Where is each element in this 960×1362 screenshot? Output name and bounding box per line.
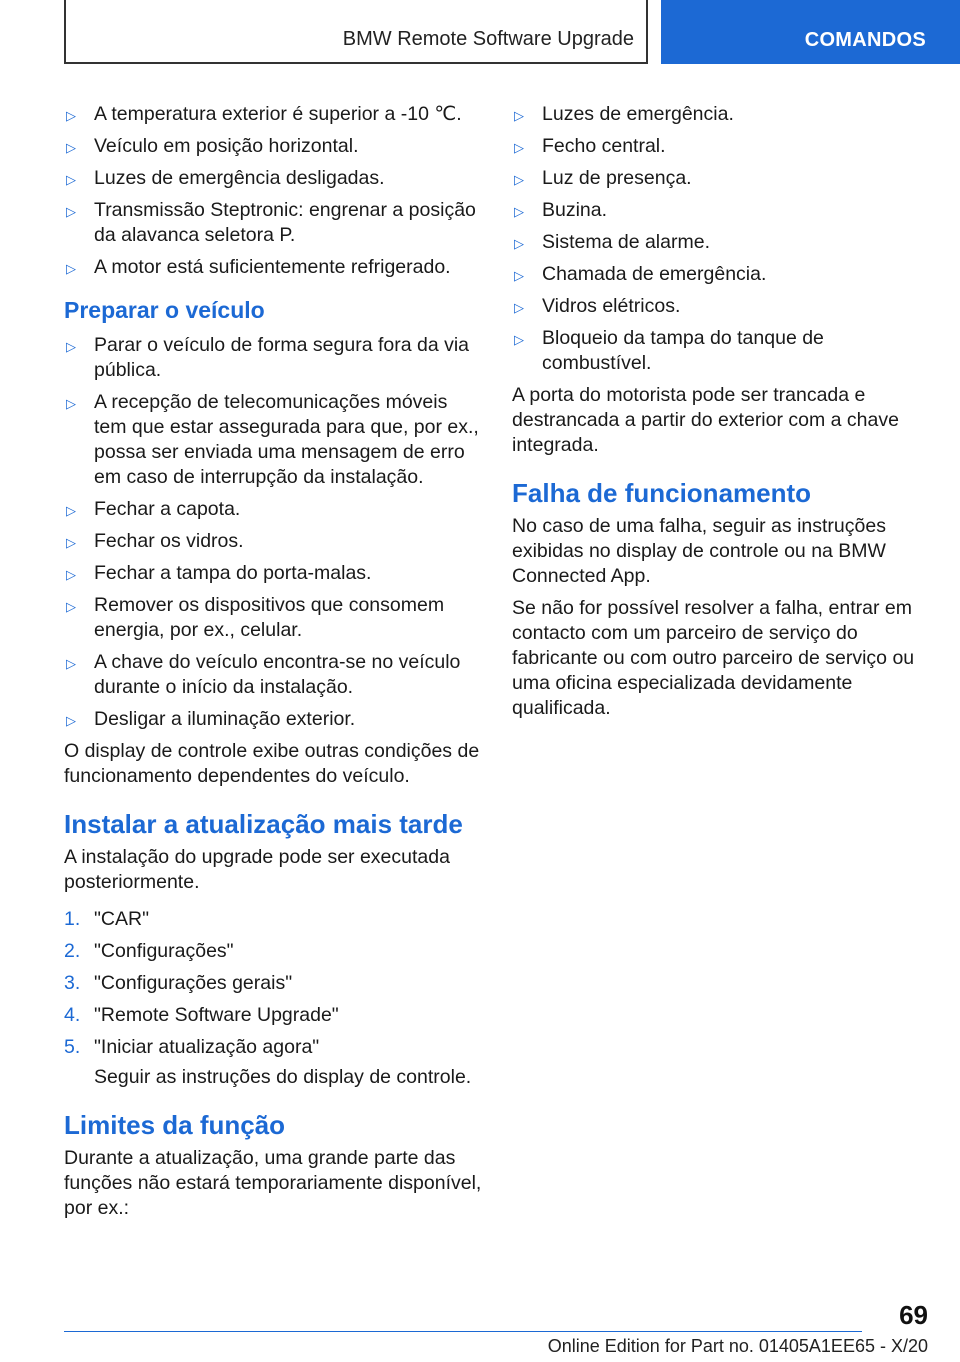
prepare-list <box>64 333 482 732</box>
page-number: 69 <box>899 1300 928 1330</box>
triangle-right-icon: ▷ <box>66 535 76 550</box>
section-heading-failure: Falha de funcionamento <box>512 478 812 508</box>
triangle-right-icon: ▷ <box>66 140 76 155</box>
later-intro: A instalação do upgrade pode ser executada posteriormente. <box>64 846 450 893</box>
triangle-right-icon: ▷ <box>66 713 76 728</box>
limits-text: Durante a atualização, uma grande parte das funções não estará temporariamente disponível, por ex.: <box>64 1147 482 1219</box>
list-item: ▷ Fechar os vidros. <box>64 529 482 554</box>
triangle-right-icon: ▷ <box>514 268 524 283</box>
list-item: ▷ Fechar a tampa do porta-malas. <box>64 561 482 586</box>
list-item: ▷ Veículo em posição horizontal. <box>64 134 482 159</box>
triangle-right-icon: ▷ <box>66 108 76 123</box>
triangle-right-icon: ▷ <box>66 261 76 276</box>
triangle-right-icon: ▷ <box>66 599 76 614</box>
triangle-right-icon: ▷ <box>514 172 524 187</box>
triangle-right-icon: ▷ <box>514 236 524 251</box>
list-item: ▷ Desligar a iluminação exterior. <box>64 707 482 732</box>
later-steps <box>64 907 482 1060</box>
footer-edition: Online Edition for Part no. 01405A1EE65 - X/20 <box>547 1336 928 1356</box>
list-item: ▷ A temperatura exterior é superior a -10 ℃. <box>64 102 482 127</box>
list-item: ▷ Sistema de alarme. <box>512 230 922 255</box>
right-column <box>512 102 922 728</box>
step-item: 5. "Iniciar atualização agora" <box>64 1036 320 1058</box>
header-title: BMW Remote Software Upgrade <box>342 28 634 50</box>
triangle-right-icon: ▷ <box>514 140 524 155</box>
step-item: 3. "Configurações gerais" <box>64 972 293 994</box>
list-item: ▷ Luzes de emergência desligadas. <box>64 166 482 191</box>
triangle-right-icon: ▷ <box>66 396 76 411</box>
triangle-right-icon: ▷ <box>66 656 76 671</box>
failure-text-2: Se não for possível resolver a falha, entrar em contacto com um parceiro de serviço do fabricante ou com outro parceiro de serviço ou uma oficina especializada devidamente qualificada. <box>512 597 915 719</box>
door-note: A porta do motorista pode ser trancada e destrancada a partir do exterior com a chave integrada. <box>512 384 899 456</box>
list-item: ▷ A motor está suficientemente refrigerado. <box>64 255 482 280</box>
list-item: ▷ A chave do veículo encontra-se no veículo durante o início da instalação. <box>66 651 461 698</box>
step-number: 5. <box>64 1036 81 1058</box>
triangle-right-icon: ▷ <box>514 204 524 219</box>
list-item: ▷ Bloqueio da tampa do tanque de combustível. <box>514 327 824 374</box>
list-item: ▷ Buzina. <box>512 198 922 223</box>
step-number: 2. <box>64 940 81 962</box>
step-number: 1. <box>64 908 81 930</box>
header-section-tab[interactable] <box>661 0 960 64</box>
unavailable-functions-list <box>512 102 922 376</box>
step-item: 4. "Remote Software Upgrade" <box>64 1004 339 1026</box>
list-item: ▷ Remover os dispositivos que consomem energia, por ex., celular. <box>66 594 445 641</box>
section-heading-limits: Limites da função <box>64 1110 286 1140</box>
section-heading-prepare: Preparar o veículo <box>64 297 265 323</box>
list-item: ▷ Parar o veículo de forma segura fora da via pública. <box>66 334 470 381</box>
triangle-right-icon: ▷ <box>514 332 524 347</box>
list-item: ▷ A recepção de telecomunicações móveis tem que estar assegurada para que, por ex., possa ser enviada uma mensagem de erro em caso de interrupção da instalação. <box>66 391 479 488</box>
conditions-list <box>64 102 482 280</box>
header-tab-label: COMANDOS <box>804 29 926 51</box>
step-number: 4. <box>64 1004 81 1026</box>
footer-divider <box>64 1331 862 1332</box>
list-item: ▷ Luzes de emergência. <box>512 102 922 127</box>
triangle-right-icon: ▷ <box>66 204 76 219</box>
triangle-right-icon: ▷ <box>66 503 76 518</box>
triangle-right-icon: ▷ <box>514 108 524 123</box>
section-heading-later: Instalar a atualização mais tarde <box>64 809 463 839</box>
list-item: ▷ Fechar a capota. <box>64 497 482 522</box>
prepare-note: O display de controle exibe outras condições de funcionamento dependentes do veículo. <box>64 740 480 787</box>
list-item: ▷ Vidros elétricos. <box>512 294 922 319</box>
later-follow: Seguir as instruções do display de controle. <box>94 1066 472 1088</box>
step-item: 1. "CAR" <box>64 908 150 930</box>
triangle-right-icon: ▷ <box>514 300 524 315</box>
list-item: ▷ Transmissão Steptronic: engrenar a posição da alavanca seletora P. <box>66 199 476 246</box>
failure-text-1: No caso de uma falha, seguir as instruções exibidas no display de controle ou na BMW Connected App. <box>512 515 886 587</box>
step-item: 2. "Configurações" <box>64 940 234 962</box>
triangle-right-icon: ▷ <box>66 567 76 582</box>
header-title-box <box>64 0 648 64</box>
left-column <box>64 102 482 1228</box>
triangle-right-icon: ▷ <box>66 172 76 187</box>
triangle-right-icon: ▷ <box>66 339 76 354</box>
list-item: ▷ Chamada de emergência. <box>512 262 922 287</box>
list-item: ▷ Luz de presença. <box>512 166 922 191</box>
step-number: 3. <box>64 972 81 994</box>
list-item: ▷ Fecho central. <box>512 134 922 159</box>
